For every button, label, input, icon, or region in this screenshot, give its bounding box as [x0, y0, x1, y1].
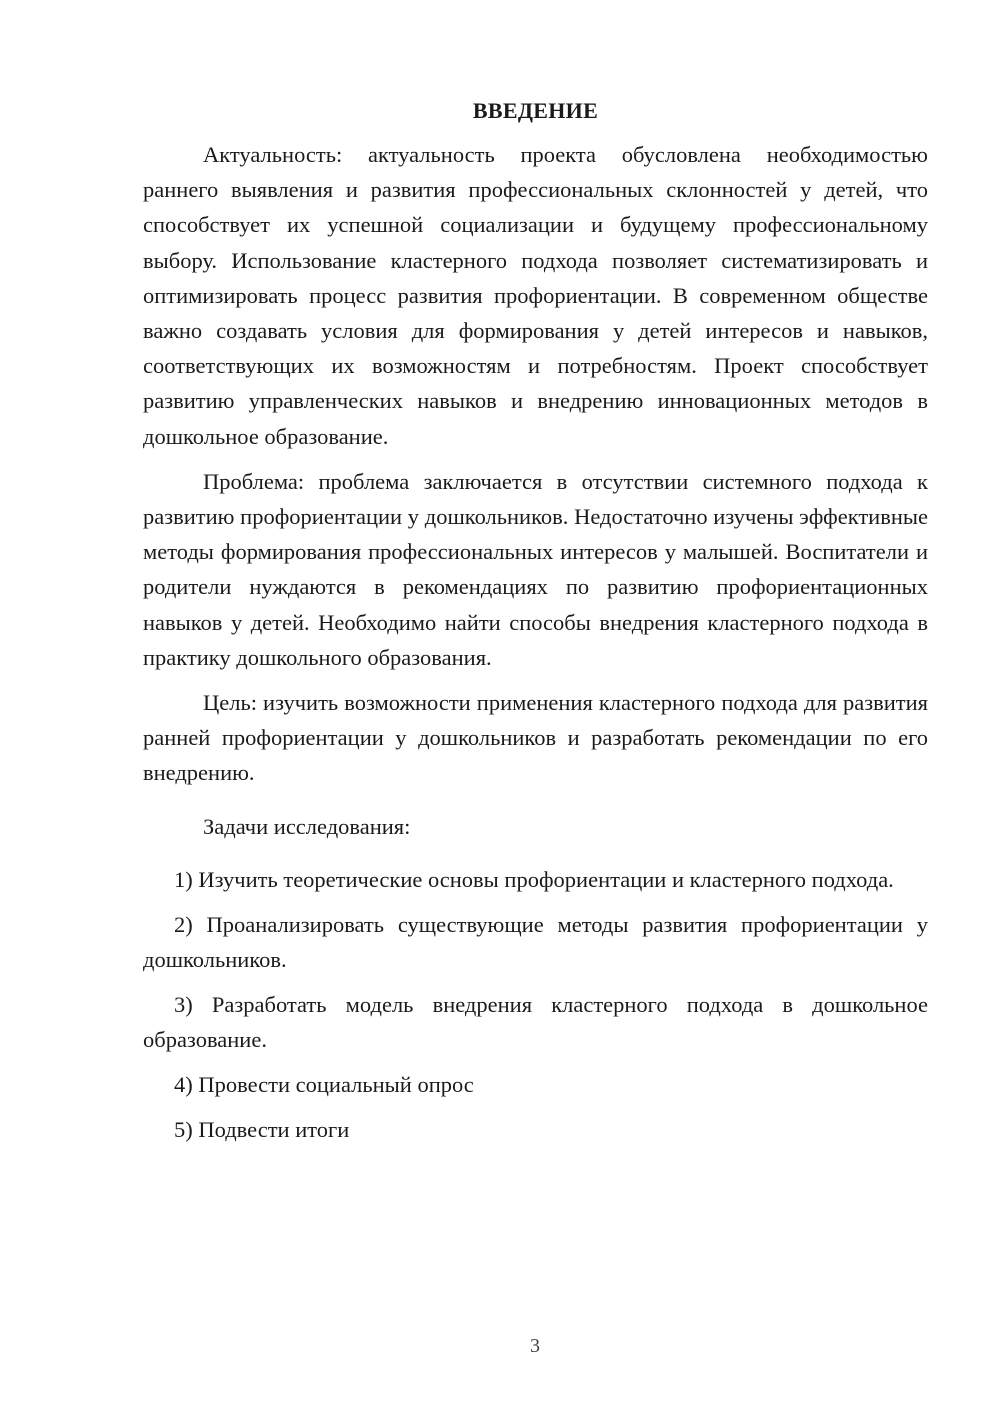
paragraph-relevance: Актуальность: актуальность проекта обусловлена необходимостью раннего выявления и развития профессиональных склонностей у детей, что способствует их успешной социализации и будущему профессиональному выбору. Использование кластерного подхода позволяет систематизировать и оптимизировать процесс развития профориентации. В современном обществе важно создавать условия для формирования у детей интересов и навыков, соответствующих их возможностям и потребностям. Проект способствует развитию управленческих навыков и внедрению инновационных методов в дошкольное образование. — [143, 142, 928, 449]
task-item: 4) Провести социальный опрос — [174, 1071, 474, 1097]
section-title: ВВЕДЕНИЕ — [472, 98, 599, 123]
task-item: 5) Подвести итоги — [174, 1116, 350, 1142]
task-item: 2) Проанализировать существующие методы развития профориентации у дошкольников. — [143, 911, 928, 972]
task-item: 1) Изучить теоретические основы профориентации и кластерного подхода. — [174, 866, 894, 892]
page-content — [143, 93, 928, 1157]
page-number: 3 — [530, 1335, 540, 1357]
paragraph-goal: Цель: изучить возможности применения кластерного подхода для развития ранней профориентации у дошкольников и разработать рекомендации по его внедрению. — [143, 690, 928, 786]
task-item: 3) Разработать модель внедрения кластерного подхода в дошкольное образование. — [143, 991, 928, 1052]
paragraph-problem: Проблема: проблема заключается в отсутствии системного подхода к развитию профориентации у дошкольников. Недостаточно изучены эффективные методы формирования профессиональных интересов у малышей. Воспитатели и родители нуждаются в рекомендациях по развитию профориентационных навыков у детей. Необходимо найти способы внедрения кластерного подхода в практику дошкольного образования. — [143, 468, 928, 670]
tasks-heading: Задачи исследования: — [203, 813, 411, 839]
